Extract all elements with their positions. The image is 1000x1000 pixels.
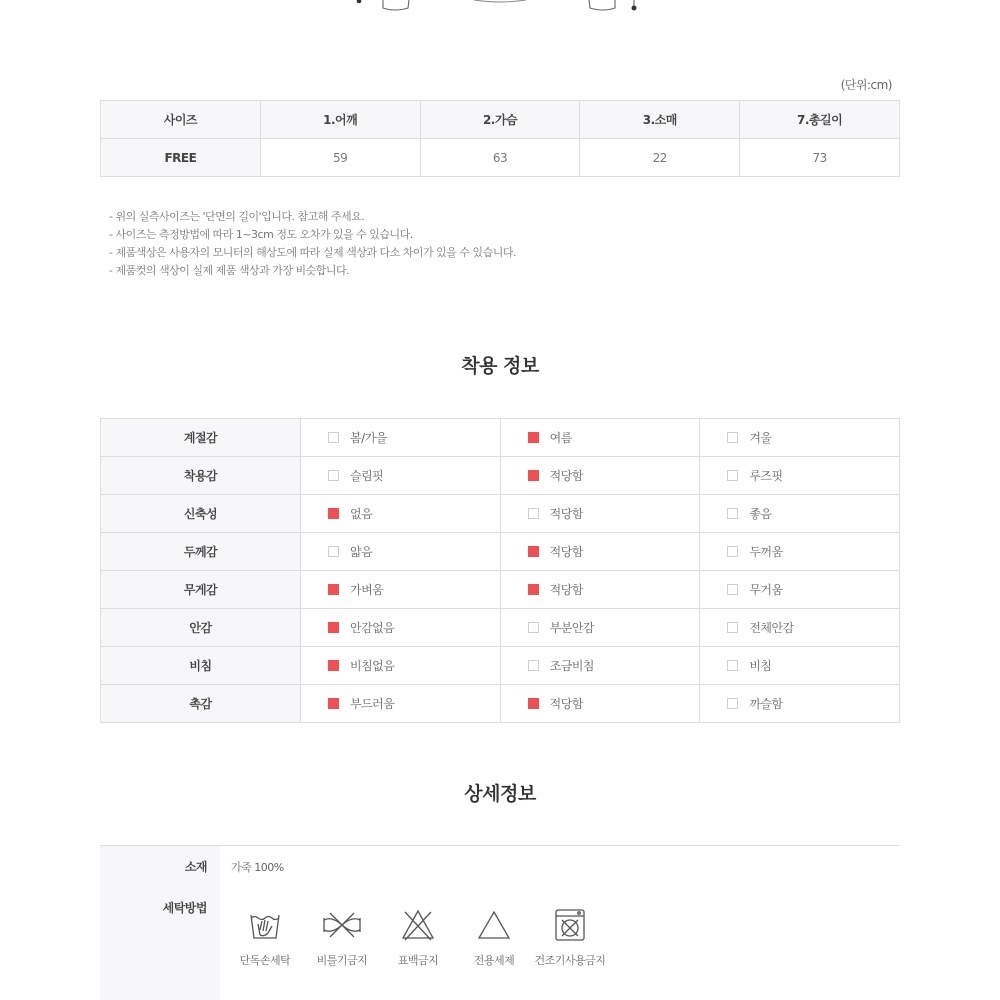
hand-wash-icon: [248, 908, 282, 942]
fit-option: [700, 495, 900, 533]
note-line: - 위의 실측사이즈는 '단면의 길이'입니다. 참고해 주세요.: [109, 210, 365, 223]
table-row: [101, 533, 900, 571]
detail-info-table: [100, 845, 900, 1000]
unchecked-box-icon: [727, 660, 738, 671]
size-value-cell: 73: [740, 139, 900, 177]
fit-option-label: 슬림핏: [350, 469, 384, 483]
checked-box-icon: [328, 584, 339, 595]
fit-option: [301, 533, 501, 571]
fit-option: [700, 457, 900, 495]
fit-option-label: 비침없음: [350, 659, 395, 673]
fit-row-label: 두께감: [101, 533, 301, 571]
note-line: - 제품컷의 색상이 실제 제품 색상과 가장 비슷합니다.: [109, 264, 350, 277]
note-line: - 사이즈는 측정방법에 따라 1~3cm 정도 오차가 있을 수 있습니다.: [109, 228, 413, 241]
fit-row-label: 안감: [101, 609, 301, 647]
fit-option-label: 적당함: [549, 697, 583, 711]
fit-option: [700, 571, 900, 609]
fit-row-label: 착용감: [101, 457, 301, 495]
fit-option: [301, 685, 501, 723]
washing-label: 세탁방법: [162, 901, 207, 915]
unchecked-box-icon: [528, 508, 539, 519]
size-header-cell: 1.어깨: [260, 101, 420, 139]
size-value-cell: 59: [260, 139, 420, 177]
checked-box-icon: [528, 432, 539, 443]
size-header-cell: 사이즈: [101, 101, 261, 139]
fit-option: [700, 647, 900, 685]
care-label: 단독손세탁: [239, 954, 291, 967]
fit-option: [500, 495, 700, 533]
care-label: 비틀기금지: [316, 954, 368, 967]
unchecked-box-icon: [328, 432, 339, 443]
unchecked-box-icon: [528, 622, 539, 633]
checked-box-icon: [528, 698, 539, 709]
fit-option-label: 여름: [549, 431, 572, 445]
checked-box-icon: [528, 470, 539, 481]
unit-label: (단위:cm): [840, 78, 892, 92]
fit-option: [700, 419, 900, 457]
checked-box-icon: [528, 546, 539, 557]
fit-option-label: 적당함: [549, 545, 583, 559]
size-header-cell: 2.가슴: [420, 101, 580, 139]
fit-option-label: 비침: [749, 659, 772, 673]
unchecked-box-icon: [727, 470, 738, 481]
fit-row-label: 촉감: [101, 685, 301, 723]
size-table-header: [101, 101, 900, 139]
material-label: 소재: [184, 860, 207, 874]
fit-option: [500, 571, 700, 609]
unchecked-box-icon: [528, 660, 539, 671]
no-tumble-dry-icon: [553, 908, 587, 942]
fit-option-label: 좋음: [749, 507, 772, 521]
fit-option-label: 적당함: [549, 469, 583, 483]
fit-option-label: 까슬함: [749, 697, 783, 711]
fit-option-label: 봄/가을: [350, 431, 387, 445]
fit-option: [500, 609, 700, 647]
size-notes: [109, 208, 516, 280]
checked-box-icon: [328, 622, 339, 633]
fit-option-label: 가벼움: [350, 583, 384, 597]
checked-box-icon: [328, 508, 339, 519]
care-item-no-wring: [302, 908, 382, 968]
care-item-hand-wash: [225, 908, 305, 968]
care-label: 전용세제: [473, 954, 515, 967]
care-item-no-tumble-dry: [530, 908, 610, 968]
table-row: [101, 571, 900, 609]
fit-option-label: 없음: [350, 507, 373, 521]
fit-row-label: 무게감: [101, 571, 301, 609]
fit-option: [500, 533, 700, 571]
fit-option-label: 적당함: [549, 507, 583, 521]
table-row: [101, 139, 900, 177]
fit-option-label: 조금비침: [549, 659, 595, 673]
fit-option: [500, 419, 700, 457]
fit-info-table: [100, 418, 900, 723]
unchecked-box-icon: [328, 470, 339, 481]
table-row: [101, 495, 900, 533]
fit-option-label: 겨울: [749, 431, 772, 445]
fit-option-label: 안감없음: [350, 621, 395, 635]
garment-illustration-fragment: [0, 0, 1000, 14]
table-row: [101, 457, 900, 495]
unchecked-box-icon: [727, 698, 738, 709]
fit-option: [301, 571, 501, 609]
no-wring-icon: [320, 908, 364, 942]
unchecked-box-icon: [727, 622, 738, 633]
fit-option: [700, 533, 900, 571]
fit-option-label: 얇음: [350, 545, 373, 559]
unchecked-box-icon: [727, 508, 738, 519]
fit-option: [301, 495, 501, 533]
care-label: 표백금지: [397, 954, 439, 967]
size-value-cell: 63: [420, 139, 580, 177]
unchecked-box-icon: [727, 432, 738, 443]
fit-option: [301, 609, 501, 647]
unchecked-box-icon: [727, 546, 738, 557]
fit-row-label: 신축성: [101, 495, 301, 533]
care-label: 건조기사용금지: [534, 954, 606, 967]
fit-option-label: 두꺼움: [749, 545, 783, 559]
size-header-cell: 7.총길이: [740, 101, 900, 139]
checked-box-icon: [328, 698, 339, 709]
checked-box-icon: [328, 660, 339, 671]
table-row: [101, 419, 900, 457]
care-item-bleach: [454, 908, 534, 968]
unchecked-box-icon: [328, 546, 339, 557]
fit-option: [301, 457, 501, 495]
fit-option-label: 부드러움: [350, 697, 395, 711]
fit-option: [500, 457, 700, 495]
fit-option-label: 적당함: [549, 583, 583, 597]
fit-option: [301, 419, 501, 457]
size-table: [100, 100, 900, 177]
care-item-no-bleach: [378, 908, 458, 968]
fit-option-label: 루즈핏: [749, 469, 783, 483]
no-bleach-icon: [401, 908, 435, 942]
material-value: 가죽 100%: [231, 861, 284, 874]
fit-option: [301, 647, 501, 685]
detail-info-title: 상세정보: [464, 783, 536, 805]
fit-info-title: 착용 정보: [461, 355, 539, 377]
size-header-cell: 3.소매: [580, 101, 740, 139]
fit-row-label: 계절감: [101, 419, 301, 457]
table-row: [101, 609, 900, 647]
unchecked-box-icon: [727, 584, 738, 595]
note-line: - 제품색상은 사용자의 모니터의 해상도에 따라 실제 색상과 다소 차이가 있을 수 있습니다.: [109, 246, 516, 259]
fit-row-label: 비침: [101, 647, 301, 685]
checked-box-icon: [528, 584, 539, 595]
fit-option-label: 무거움: [749, 583, 783, 597]
fit-option: [500, 647, 700, 685]
table-row: [101, 647, 900, 685]
size-name-cell: FREE: [101, 139, 261, 177]
table-row: [101, 685, 900, 723]
bleach-icon: [477, 908, 511, 942]
fit-option: [700, 609, 900, 647]
fit-option-label: 전체안감: [749, 621, 794, 635]
fit-option: [500, 685, 700, 723]
fit-option-label: 부분안감: [549, 621, 595, 635]
fit-option: [700, 685, 900, 723]
size-value-cell: 22: [580, 139, 740, 177]
